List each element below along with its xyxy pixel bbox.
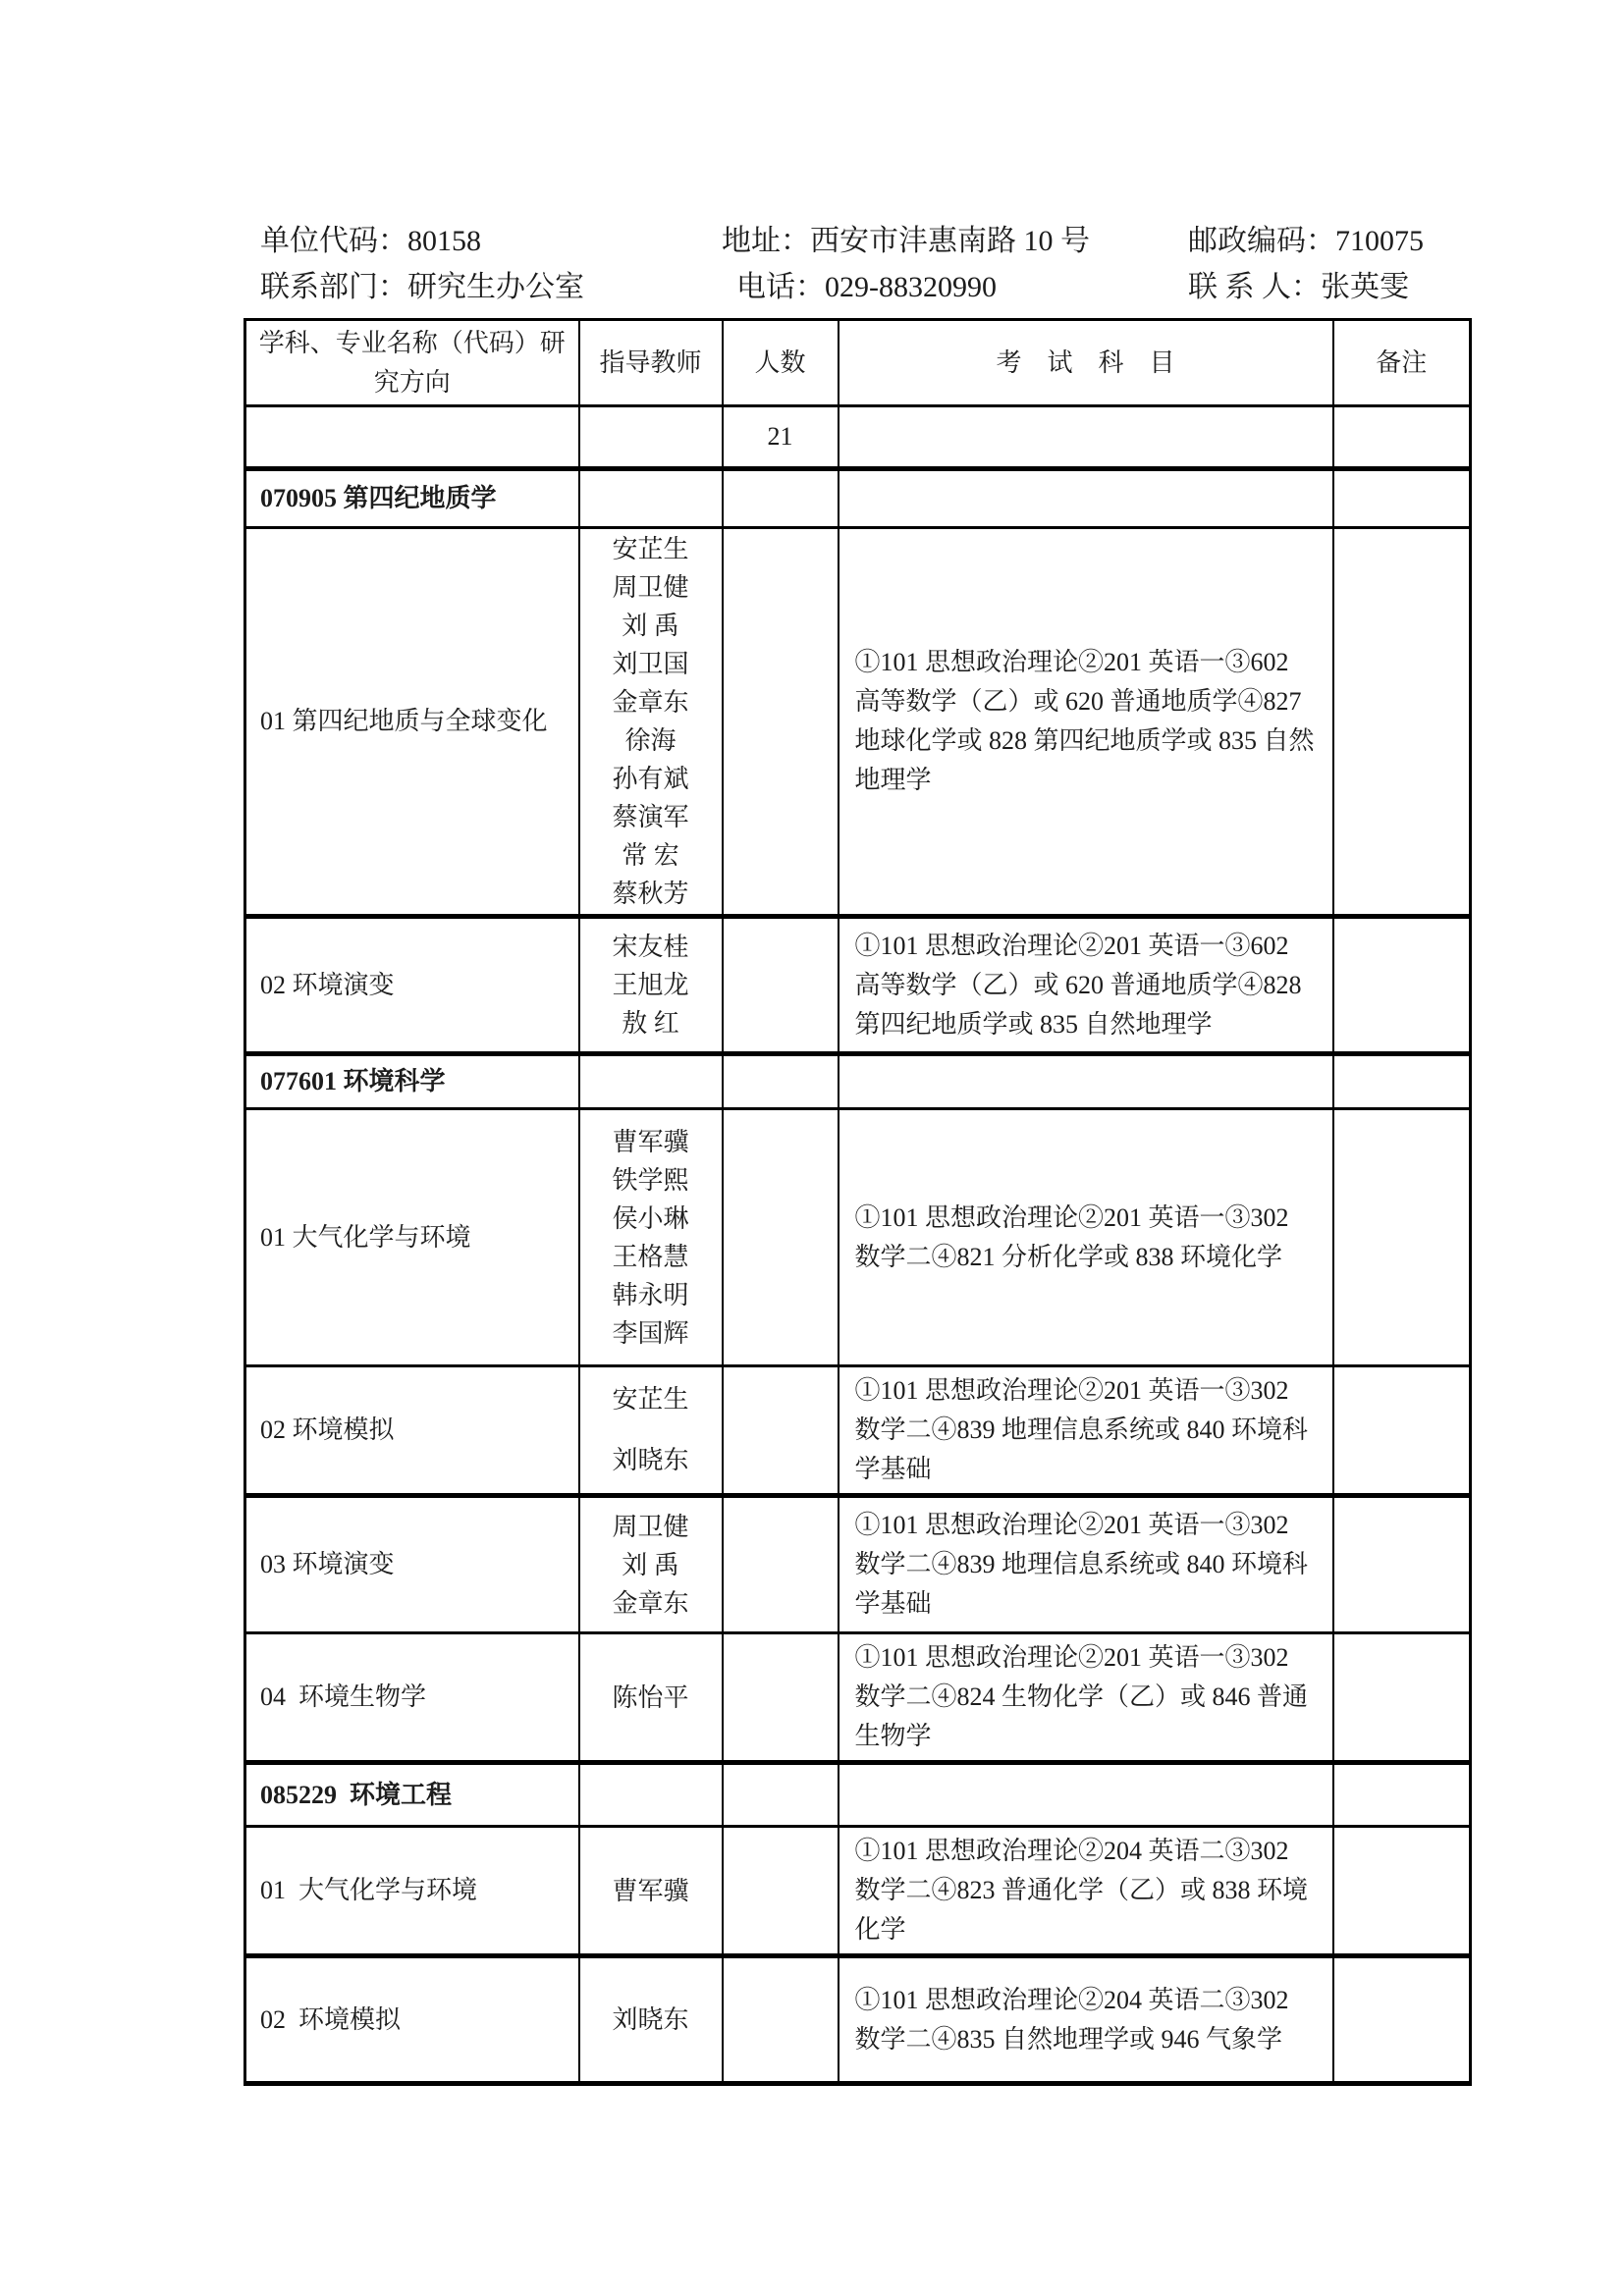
cell-teachers: [579, 1956, 723, 2084]
table-row: [245, 1827, 1471, 1956]
cell-direction: [245, 406, 579, 469]
cell-exam: ①101 思想政治理论②201 英语一③302 数学二④839 地理信息系统或 840 环境科学基础: [839, 1496, 1333, 1633]
contact-info-line-1: [260, 216, 1497, 262]
cell-teachers: [579, 1763, 723, 1827]
cell-note: [1333, 528, 1471, 917]
teacher-name: 刘晓东: [612, 1446, 689, 1474]
contact-info-block: [260, 216, 1497, 308]
cell-teachers: [579, 1366, 723, 1496]
teacher-name: 刘 禹: [622, 1550, 679, 1579]
cell-direction: 02 环境模拟: [245, 1366, 579, 1496]
teacher-name: 王格慧: [612, 1242, 689, 1271]
cell-note: [1333, 917, 1471, 1054]
teacher-name: 铁学熙: [612, 1165, 689, 1195]
cell-note: [1333, 1956, 1471, 2084]
cell-exam: ①101 思想政治理论②204 英语二③302 数学二④835 自然地理学或 946 气象学: [839, 1956, 1333, 2084]
teacher-name: 常 宏: [622, 841, 679, 870]
cell-count: [723, 1496, 839, 1633]
section-title: 085229 环境工程: [245, 1763, 579, 1827]
cell-note: [1333, 1366, 1471, 1496]
admissions-table: [244, 318, 1472, 2086]
cell-direction: 04 环境生物学: [245, 1633, 579, 1763]
contact-info-line-2: [260, 262, 1497, 308]
teacher-name: 金章东: [612, 688, 689, 717]
cell-note: [1333, 1827, 1471, 1956]
cell-note: [1333, 1496, 1471, 1633]
cell-direction: 01 大气化学与环境: [245, 1827, 579, 1956]
cell-direction: 03 环境演变: [245, 1496, 579, 1633]
teacher-name: 徐海: [624, 726, 677, 755]
cell-note: [1333, 469, 1471, 528]
teacher-name: 刘 禹: [622, 612, 679, 640]
cell-exam: [839, 1763, 1333, 1827]
cell-count: [723, 1054, 839, 1109]
teacher-name: 侯小琳: [612, 1203, 689, 1233]
teacher-name: 周卫健: [612, 573, 689, 602]
cell-exam: [839, 1054, 1333, 1109]
cell-teachers: [579, 917, 723, 1054]
teacher-name: 陈怡平: [612, 1682, 689, 1712]
cell-count: [723, 1763, 839, 1827]
cell-teachers: [579, 528, 723, 917]
cell-exam: ①101 思想政治理论②201 英语一③302 数学二④821 分析化学或 838 环境化学: [839, 1109, 1333, 1366]
postal-code: 邮政编码：710075: [1188, 225, 1424, 257]
cell-teachers: [579, 469, 723, 528]
table-section-row: [245, 1763, 1471, 1827]
cell-exam: [839, 469, 1333, 528]
cell-note: [1333, 1633, 1471, 1763]
table-row: [245, 1496, 1471, 1633]
teacher-name: 金章东: [612, 1588, 689, 1618]
cell-exam: [839, 406, 1333, 469]
teacher-name: 孙有斌: [612, 765, 689, 793]
teacher-name: 刘晓东: [612, 2005, 689, 2034]
cell-note: [1333, 1054, 1471, 1109]
section-title: 070905 第四纪地质学: [245, 469, 579, 528]
header-exam: 考 试 科 目: [839, 320, 1333, 406]
cell-teachers: [579, 1827, 723, 1956]
teacher-name: 安芷生: [612, 1385, 689, 1414]
header-advisors: 指导教师: [579, 320, 723, 406]
cell-count: [723, 1827, 839, 1956]
table-row: [245, 1109, 1471, 1366]
table-row: [245, 917, 1471, 1054]
header-count: 人数: [723, 320, 839, 406]
table-row: [245, 528, 1471, 917]
teacher-name: 韩永明: [612, 1280, 689, 1309]
contact-person: 联 系 人：张英雯: [1188, 271, 1409, 303]
teacher-name: 刘卫国: [612, 650, 689, 678]
table-row: [245, 1633, 1471, 1763]
contact-dept: 联系部门：研究生办公室: [260, 271, 584, 303]
table-row-total: [245, 406, 1471, 469]
cell-teachers: [579, 406, 723, 469]
cell-note: [1333, 1763, 1471, 1827]
cell-exam: ①101 思想政治理论②201 英语一③602 高等数学（乙）或 620 普通地质学④827 地球化学或 828 第四纪地质学或 835 自然地理学: [839, 528, 1333, 917]
cell-teachers: [579, 1496, 723, 1633]
cell-note: [1333, 406, 1471, 469]
teacher-name: 敖 红: [622, 1009, 679, 1038]
cell-exam: ①101 思想政治理论②201 英语一③602 高等数学（乙）或 620 普通地质学④828 第四纪地质学或 835 自然地理学: [839, 917, 1333, 1054]
cell-count: 21: [723, 406, 839, 469]
teacher-name: 王旭龙: [612, 971, 689, 999]
cell-direction: 02 环境模拟: [245, 1956, 579, 2084]
table-header-row: [245, 320, 1471, 406]
cell-exam: ①101 思想政治理论②201 英语一③302 数学二④839 地理信息系统或 840 环境科学基础: [839, 1366, 1333, 1496]
cell-count: [723, 1633, 839, 1763]
cell-teachers: [579, 1109, 723, 1366]
cell-direction: 01 大气化学与环境: [245, 1109, 579, 1366]
cell-direction: 01 第四纪地质与全球变化: [245, 528, 579, 917]
cell-count: [723, 1366, 839, 1496]
teacher-name: 安芷生: [612, 535, 689, 563]
cell-exam: ①101 思想政治理论②201 英语一③302 数学二④824 生物化学（乙）或 846 普通生物学: [839, 1633, 1333, 1763]
teacher-name: 曹军骥: [612, 1876, 689, 1905]
table-section-row: [245, 469, 1471, 528]
cell-teachers: [579, 1633, 723, 1763]
cell-note: [1333, 1109, 1471, 1366]
cell-teachers: [579, 1054, 723, 1109]
table-section-row: [245, 1054, 1471, 1109]
teacher-name: 蔡演军: [612, 803, 689, 831]
phone: 电话：029-88320990: [736, 271, 997, 303]
cell-count: [723, 1956, 839, 2084]
cell-count: [723, 469, 839, 528]
teacher-name: 周卫健: [612, 1512, 689, 1541]
cell-count: [723, 528, 839, 917]
teacher-name: 李国辉: [612, 1318, 689, 1348]
table-row: [245, 1366, 1471, 1496]
cell-exam: ①101 思想政治理论②204 英语二③302 数学二④823 普通化学（乙）或 838 环境化学: [839, 1827, 1333, 1956]
cell-count: [723, 917, 839, 1054]
header-note: 备注: [1333, 320, 1471, 406]
header-discipline: 学科、专业名称（代码）研究方向: [245, 320, 579, 406]
cell-count: [723, 1109, 839, 1366]
teacher-name: 宋友桂: [612, 933, 689, 961]
table-row: [245, 1956, 1471, 2084]
cell-direction: 02 环境演变: [245, 917, 579, 1054]
section-title: 077601 环境科学: [245, 1054, 579, 1109]
unit-code: 单位代码：80158: [260, 225, 481, 257]
teacher-name: 蔡秋芳: [612, 880, 689, 908]
address: 地址：西安市沣惠南路 10 号: [722, 225, 1090, 257]
teacher-name: 曹军骥: [612, 1127, 689, 1156]
